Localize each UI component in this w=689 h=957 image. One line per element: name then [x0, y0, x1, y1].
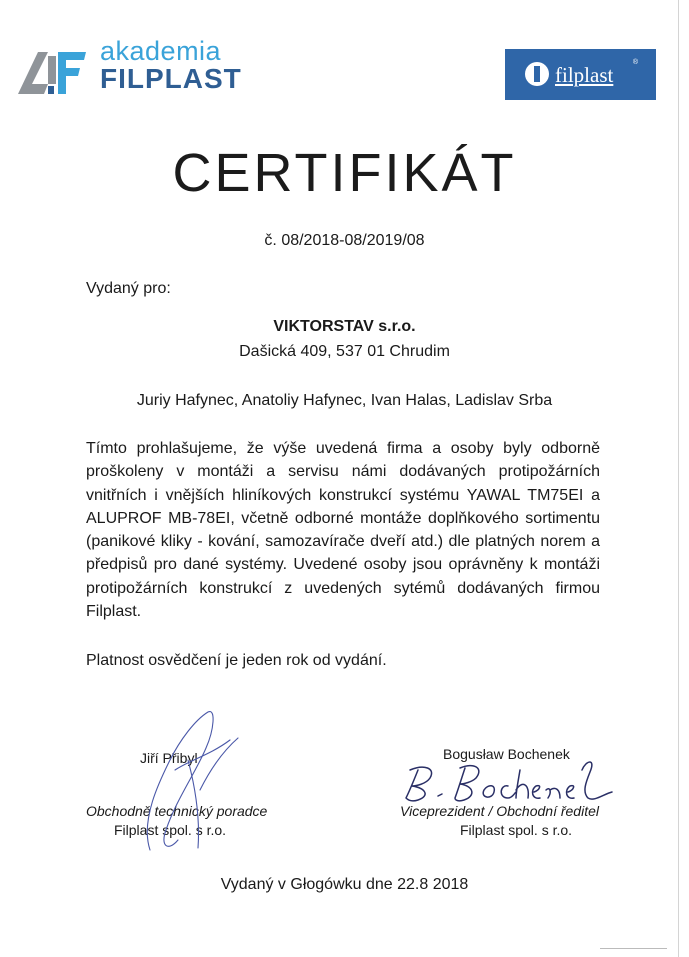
signatory-right-role: Viceprezident / Obchodní ředitel [400, 803, 599, 819]
logo-text-filplast: FILPLAST [100, 63, 242, 94]
signatory-right-name: Bogusław Bochenek [443, 746, 570, 762]
trained-persons: Juriy Hafynec, Anatoliy Hafynec, Ivan Halas, Ladislav Srba [136, 392, 553, 409]
issued-for-label: Vydaný pro: [86, 280, 171, 297]
signatory-left-name: Jiří Přibyl [140, 750, 198, 766]
filplast-mark-icon [525, 62, 549, 86]
issue-place-date: Vydaný v Głogówku dne 22.8 2018 [220, 876, 469, 893]
logo-text-akademia: akademia [100, 36, 222, 66]
validity-statement: Platnost osvědčení je jeden rok od vydání. [86, 652, 387, 669]
company-address: Dašická 409, 537 01 Chrudim [239, 343, 450, 360]
filplast-logo [505, 49, 656, 100]
certificate-title: CERTIFIKÁT [172, 143, 517, 203]
page-edge-bottom [600, 948, 667, 949]
company-name: VIKTORSTAV s.r.o. [273, 318, 416, 335]
registered-icon: ® [632, 59, 638, 66]
signature-right [406, 762, 612, 801]
signatory-left-company: Filplast spol. s r.o. [114, 822, 227, 838]
certificate-number: č. 08/2018-08/2019/08 [264, 232, 425, 249]
af-logo-mark-icon [18, 44, 98, 96]
signatory-right-company: Filplast spol. s r.o. [460, 822, 573, 838]
certificate-body-text: Tímto prohlašujeme, že výše uvedená firma a osoby byly odborně proškoleny v montáži a servisu námi dodávaných protipožárních vnitřních i vnějších hliníkových konstrukcí systému YAWAL TM75EI a ALUPROF MB-78EI, včetně odborné montáže doplňkového sortimentu (panikové kliky - kování, samozavírače dveří atd.) dle platných norem a předpisů pro dané systémy. Uvedené osoby jsou oprávněny k montáži protipožárních konstrukcí z uvedených sytémů dodávaných firmou Filplast. [86, 440, 600, 621]
akademia-filplast-logo [18, 36, 242, 104]
signatory-left-role: Obchodně technický poradce [86, 803, 268, 819]
filplast-logo-text: filplast [555, 63, 614, 87]
